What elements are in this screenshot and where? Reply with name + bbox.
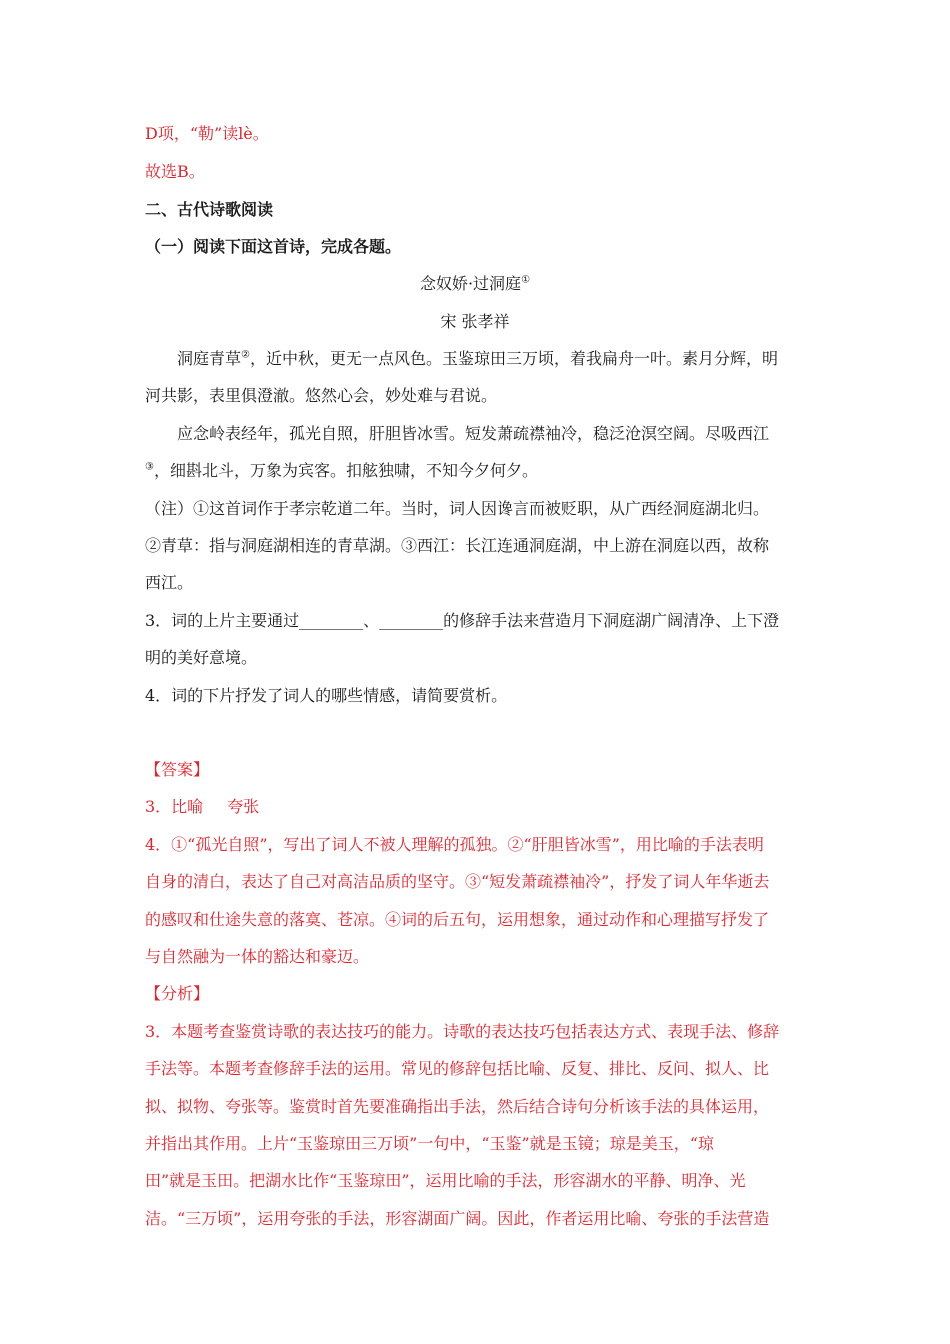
analysis-line-3: 拟、拟物、夸张等。鉴赏时首先要准确指出手法，然后结合诗句分析该手法的具体运用， [145, 1097, 770, 1116]
poem-title-footnote-mark: ① [521, 274, 531, 286]
answer-4-line-1: 4．①“孤光自照”，写出了词人不被人理解的孤独。②“肝胆皆冰雪”，用比喻的手法表明 [145, 835, 764, 854]
section-heading: 二、古代诗歌阅读 [145, 200, 274, 219]
section-sub-heading: （一）阅读下面这首诗，完成各题。 [145, 237, 402, 256]
answer-4-line-4: 与自然融为一体的豁达和豪迈。 [145, 947, 370, 966]
answer-3-first: 3．比喻 [145, 797, 204, 816]
poem-p2-footnote-mark: ③ [145, 461, 154, 473]
note-line-3: 西江。 [145, 573, 194, 592]
poem-paragraph-2-line-1: 应念岭表经年，孤光自照，肝胆皆冰雪。短发萧疏襟袖冷，稳泛沧溟空阔。尽吸西江 [177, 424, 770, 443]
poem-paragraph-2-line-2 [145, 460, 810, 482]
poem-p1-footnote-mark: ② [241, 349, 250, 361]
poem-title [0, 273, 950, 295]
poem-p2-line-2-text: ，细斟北斗，万象为宾客。扣舷独啸，不知今夕何夕。 [153, 461, 538, 480]
answer-3 [145, 796, 810, 818]
answer-4-line-2: 自身的清白，表达了自己对高洁品质的坚守。③“短发萧疏襟袖冷”，抒发了词人年华逝去 [145, 872, 770, 891]
analysis-line-5: 田”就是玉田。把湖水比作“玉鉴琼田”，运用比喻的手法，形容湖水的平静、明净、光 [145, 1171, 746, 1190]
note-line-2: ②青草：指与洞庭湖相连的青草湖。③西江：长江连通洞庭湖，中上游在洞庭以西，故称 [145, 536, 770, 555]
poem-author: 宋 张孝祥 [440, 312, 510, 331]
poem-p1-text-a: 洞庭青草 [177, 349, 242, 368]
poem-paragraph-1-line-2: 河共影，表里俱澄澈。悠然心会，妙处难与君说。 [145, 386, 498, 405]
prev-answer-line-d: D项，“勒”读lè。 [145, 124, 269, 143]
question-3-line-1: 3．词的上片主要通过________、________的修辞手法来营造月下洞庭湖广阔清净、上下澄 [145, 611, 780, 630]
poem-title-text: 念奴娇·过洞庭 [419, 274, 522, 293]
prev-answer-choose: 故选B。 [145, 162, 205, 181]
poem-paragraph-1-line-1 [177, 348, 810, 370]
analysis-line-6: 洁。“三万顷”，运用夸张的手法，形容湖面广阔。因此，作者运用比喻、夸张的手法营造 [145, 1209, 770, 1228]
answer-label: 【答案】 [145, 760, 210, 779]
analysis-label: 【分析】 [145, 984, 210, 1003]
note-line-1: （注）①这首词作于孝宗乾道二年。当时，词人因谗言而被贬职，从广西经洞庭湖北归。 [145, 499, 770, 518]
answer-3-second: 夸张 [227, 797, 260, 816]
poem-p1-text-b: ，近中秋，更无一点风色。玉鉴琼田三万顷，着我扁舟一叶。素月分辉，明 [249, 349, 778, 368]
analysis-line-1: 3．本题考查鉴赏诗歌的表达技巧的能力。诗歌的表达技巧包括表达方式、表现手法、修辞 [145, 1022, 780, 1041]
analysis-line-4: 并指出其作用。上片“玉鉴琼田三万顷”一句中，“玉鉴”就是玉镜；琼是美玉，“琼 [145, 1134, 714, 1153]
answer-4-line-3: 的感叹和仕途失意的落寞、苍凉。④词的后五句，运用想象，通过动作和心理描写抒发了 [145, 910, 770, 929]
question-3-line-2: 明的美好意境。 [145, 648, 258, 667]
question-4: 4．词的下片抒发了词人的哪些情感，请简要赏析。 [145, 686, 508, 705]
analysis-line-2: 手法等。本题考查修辞手法的运用。常见的修辞包括比喻、反复、排比、反问、拟人、比 [145, 1059, 770, 1078]
